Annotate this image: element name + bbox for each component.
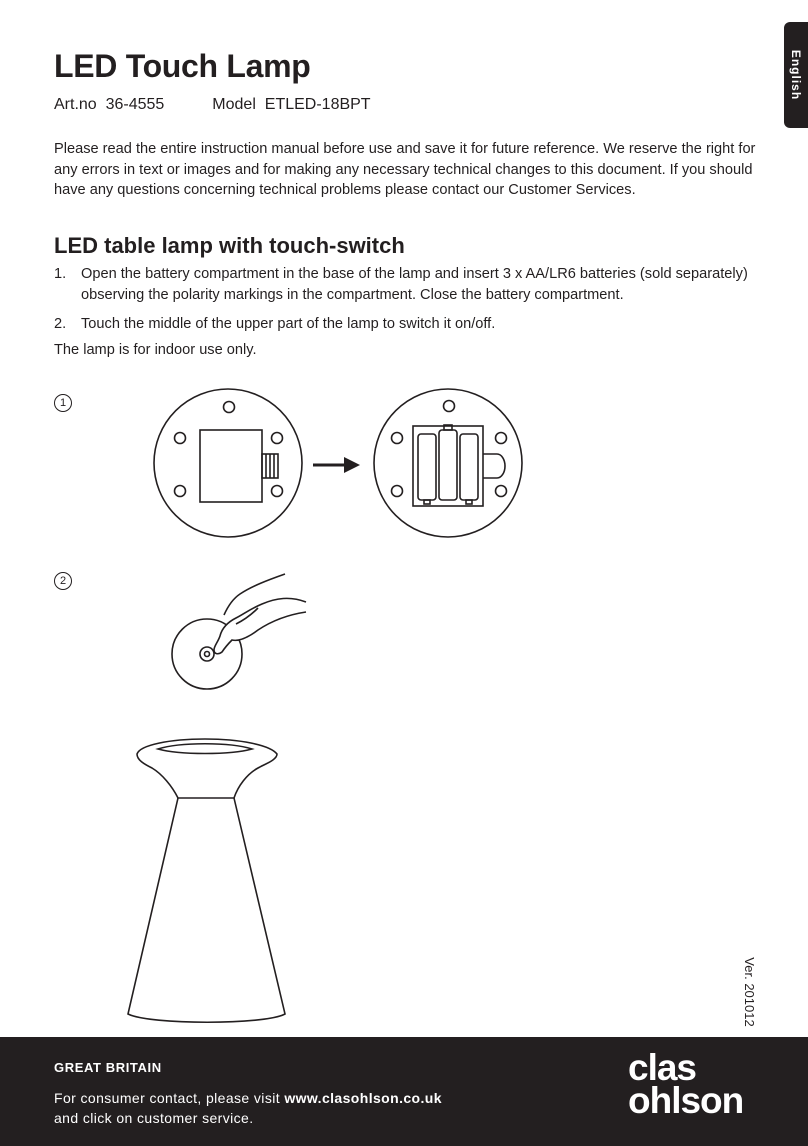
article-number: Art.no 36-4555 xyxy=(54,96,165,113)
footer-country: GREAT BRITAIN xyxy=(54,1060,162,1075)
document-title: LED Touch Lamp xyxy=(54,48,311,84)
figure-number-2: 2 xyxy=(54,572,72,590)
figure-number-1: 1 xyxy=(54,394,72,412)
indoor-use-note: The lamp is for indoor use only. xyxy=(54,342,257,358)
website-link[interactable]: www.clasohlson.co.uk xyxy=(284,1090,442,1106)
section-heading: LED table lamp with touch-switch xyxy=(54,233,405,258)
step-number: 1. xyxy=(54,266,67,282)
contact-text: For consumer contact, please visit xyxy=(54,1090,285,1106)
step-text: Open the battery compartment in the base of the lamp and insert 3 x AA/LR6 batteries (sold separately) observing the polarity markings in the compartment. Close the battery compartment. xyxy=(81,266,748,303)
footer-contact xyxy=(54,1088,442,1128)
logo-line-2: ohlson xyxy=(628,1080,744,1121)
lamp-side-view-icon xyxy=(128,739,285,1022)
language-label: English xyxy=(789,49,803,101)
model-number: Model ETLED-18BPT xyxy=(212,96,371,113)
version-label: Ver. 201012 xyxy=(741,957,757,1027)
intro-paragraph: Please read the entire instruction manual before use and save it for future reference. We reserve the right for any errors in text or images and for making any necessary technical changes to this document. If you should have any questions concerning technical problems please contact our Customer Services. xyxy=(54,141,756,198)
contact-text-2: and click on customer service. xyxy=(54,1110,254,1126)
step-text: Touch the middle of the upper part of the lamp to switch it on/off. xyxy=(81,316,496,332)
step-number: 2. xyxy=(54,316,67,332)
hand-icon xyxy=(214,574,306,654)
footer xyxy=(0,1037,808,1146)
brand-logo xyxy=(628,1047,744,1121)
logo-line-1: clas xyxy=(628,1047,697,1088)
